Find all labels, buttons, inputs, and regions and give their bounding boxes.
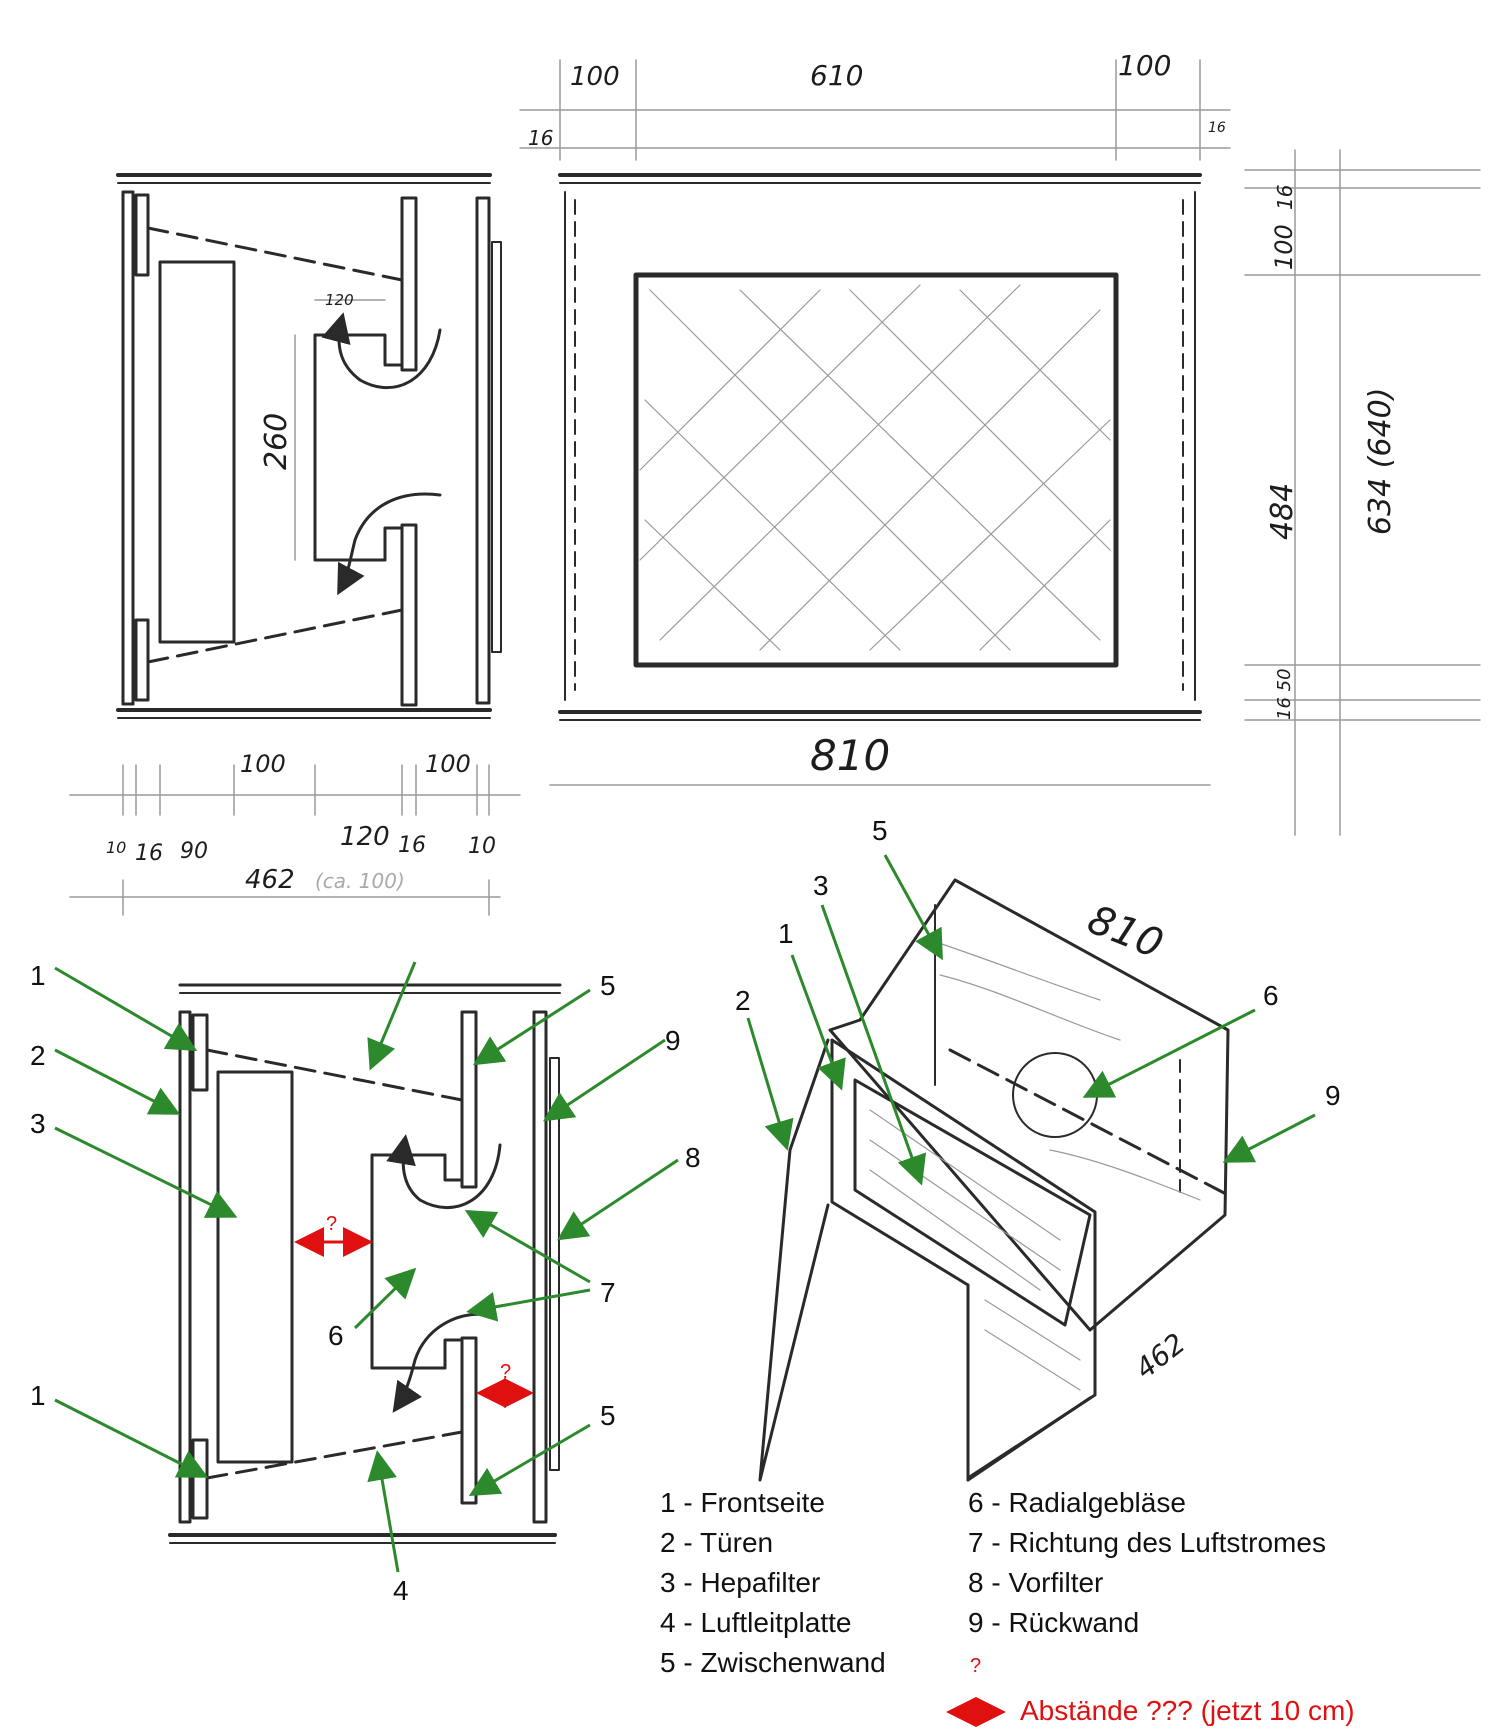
side-dim-100-left: 100 (240, 750, 286, 778)
right-dim-bottom: 16 50 (1274, 668, 1295, 720)
legend (660, 1487, 1355, 1726)
side-dimension-lines (70, 750, 520, 915)
callout-numbers-left (30, 960, 701, 1606)
front-dim-right-100: 100 (1118, 49, 1172, 82)
callout-1-top: 1 (30, 960, 46, 991)
callout-2: 2 (30, 1040, 46, 1071)
front-dim-right-16: 16 (1208, 120, 1226, 136)
callout-4: 4 (393, 1575, 409, 1606)
side-section-top (118, 175, 501, 718)
side-dim-10a: 10 (106, 838, 127, 857)
callout-3: 3 (30, 1108, 46, 1139)
callout-1-bottom: 1 (30, 1380, 46, 1411)
callout-9: 9 (665, 1025, 681, 1056)
side-dim-90: 90 (180, 839, 208, 864)
front-dim-810: 810 (810, 731, 891, 780)
front-view (520, 49, 1480, 835)
callout-7: 7 (600, 1277, 616, 1308)
legend-item-9: 9 - Rückwand (968, 1607, 1140, 1638)
legend-item-1: 1 - Frontseite (660, 1487, 825, 1518)
filter-hatching (640, 285, 1110, 650)
iso-callout-5: 5 (872, 815, 888, 846)
side-dim-16a: 16 (135, 841, 163, 866)
front-dim-610: 610 (810, 59, 864, 92)
right-dim-484: 484 (1265, 482, 1300, 540)
front-dim-left-100: 100 (570, 62, 620, 92)
side-dim-16b: 16 (398, 833, 426, 858)
gap-question-left: ? (326, 1213, 338, 1235)
side-dim-note: (ca. 100) (315, 869, 405, 893)
legend-item-3: 3 - Hepafilter (660, 1567, 821, 1598)
legend-item-4: 4 - Luftleitplatte (660, 1607, 852, 1638)
gap-question-right: ? (500, 1361, 512, 1383)
callout-6: 6 (328, 1320, 344, 1351)
legend-item-8: 8 - Vorfilter (968, 1567, 1104, 1598)
callout-5-top: 5 (600, 970, 616, 1001)
legend-item-2: 2 - Türen (660, 1527, 774, 1558)
legend-item-7: 7 - Richtung des Luftstromes (968, 1527, 1326, 1558)
legend-item-5: 5 - Zwischenwand (660, 1647, 886, 1678)
iso-dim-462: 462 (1128, 1326, 1192, 1386)
legend-question-mark: ? (970, 1655, 982, 1677)
right-dim-634: 634 (640) (1363, 387, 1398, 535)
side-dim-462: 462 (245, 865, 295, 895)
front-dim-left-16: 16 (528, 126, 554, 150)
iso-callout-1: 1 (778, 918, 794, 949)
isometric-view (760, 880, 1228, 1480)
side-dim-100-right: 100 (425, 750, 471, 778)
side-section-annotated (170, 985, 560, 1543)
side-dim-120: 120 (340, 822, 390, 852)
iso-callout-3: 3 (813, 870, 829, 901)
legend-note: Abstände ??? (jetzt 10 cm) (1020, 1695, 1355, 1726)
iso-callout-6: 6 (1263, 980, 1279, 1011)
duct-height-label: 260 (259, 412, 294, 470)
callout-8: 8 (685, 1142, 701, 1173)
duct-width-label: 120 (325, 291, 354, 309)
iso-callout-9: 9 (1325, 1080, 1341, 1111)
iso-callout-2: 2 (735, 985, 751, 1016)
side-dim-10b: 10 (468, 834, 496, 859)
callout-5-bottom: 5 (600, 1400, 616, 1431)
callout-arrows-left (55, 962, 678, 1572)
right-dim-100: 100 (1270, 224, 1298, 270)
right-dim-16-top: 16 (1273, 184, 1297, 210)
iso-dim-810: 810 (1081, 896, 1170, 968)
legend-item-6: 6 - Radialgebläse (968, 1487, 1186, 1518)
callout-numbers-right (735, 815, 1341, 1111)
